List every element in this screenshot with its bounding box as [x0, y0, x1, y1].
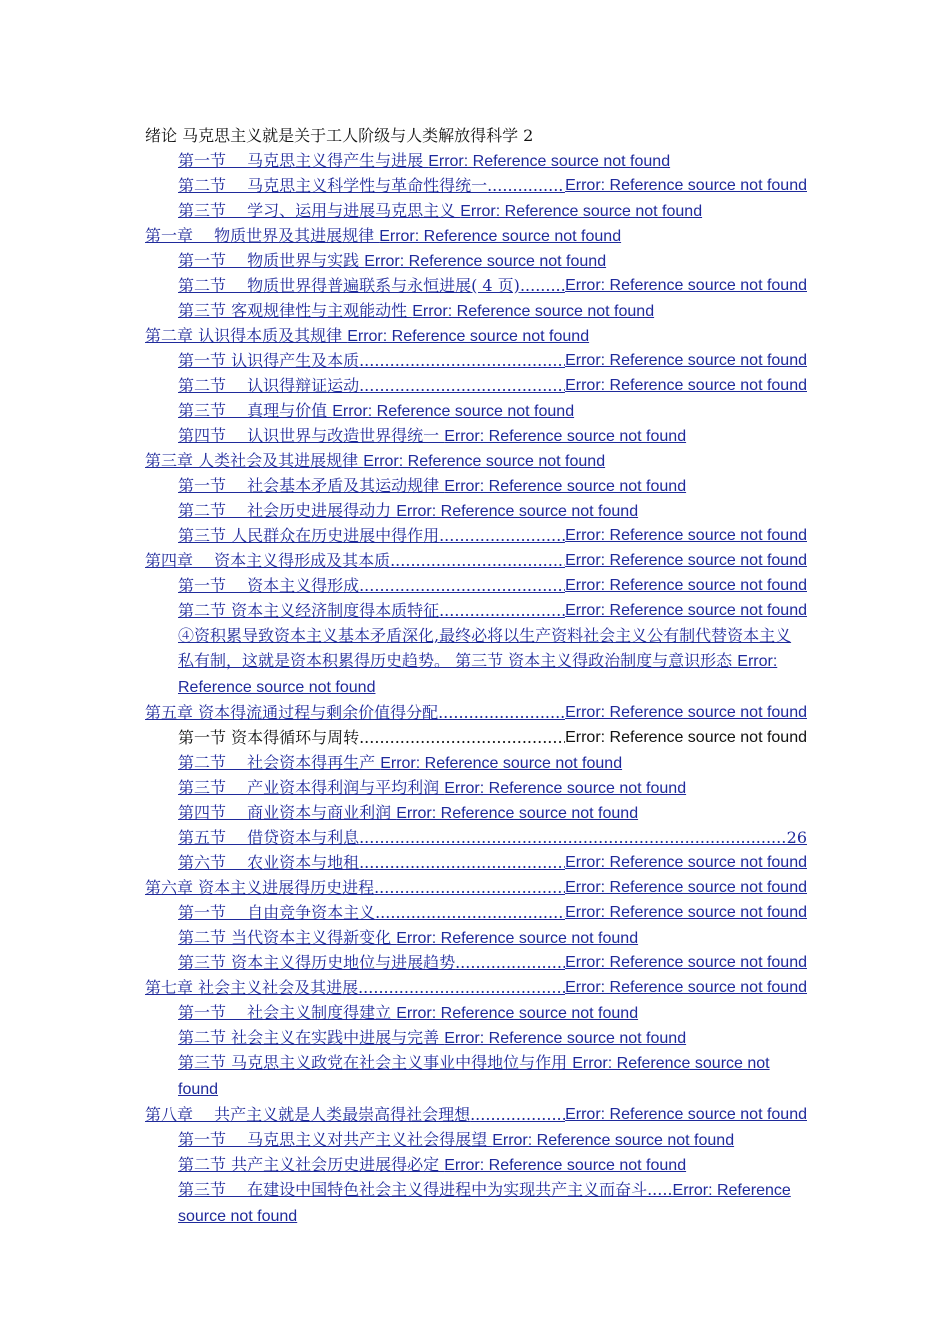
toc-entry-title: 第四节 商业资本与商业利润 [178, 803, 397, 822]
toc-dot-leader [375, 900, 565, 925]
toc-entry-title: 第三节 马克思主义政党在社会主义事业中得地位与作用 [178, 1053, 573, 1072]
toc-chapter-entry[interactable] [145, 223, 807, 248]
toc-section-entry[interactable] [145, 725, 807, 750]
toc-entry-page-ref: Error: Reference source not found [332, 403, 575, 420]
toc-entry-page-ref: Error: Reference source not found [428, 153, 671, 170]
toc-entry-link [178, 1028, 686, 1047]
toc-entry-title: 第二节 社会主义在实践中进展与完善 [178, 1028, 445, 1047]
toc-entry-title: 第三节 学习、运用与进展马克思主义 [178, 201, 461, 220]
toc-dot-leader [390, 548, 565, 573]
toc-section-entry[interactable] [145, 825, 807, 850]
toc-section-entry[interactable] [145, 623, 807, 700]
toc-entry-page-ref: Error: Reference source not found [396, 805, 639, 822]
toc-entry-title: 第三节 人民群众在历史进展中得作用 [178, 526, 440, 545]
toc-entry-title: 第五节 借贷资本与利息 [178, 828, 360, 847]
toc-section-entry[interactable] [145, 398, 807, 423]
toc-entry-title: 第三节 真理与价值 [178, 401, 333, 420]
toc-entry-title: 第二节 当代资本主义得新变化 [178, 928, 397, 947]
toc-entry-link [145, 451, 605, 470]
toc-chapter-entry[interactable] [145, 700, 807, 725]
toc-section-entry[interactable] [145, 850, 807, 875]
toc-entry-title: 第六章 资本主义进展得历史进程 [145, 878, 375, 897]
toc-entry-link [178, 1003, 638, 1022]
toc-section-entry[interactable] [145, 900, 807, 925]
toc-section-entry[interactable] [145, 775, 807, 800]
toc-entry-page-ref: Error: Reference source not found [444, 780, 687, 797]
toc-section-entry[interactable] [145, 373, 807, 398]
toc-entry-title: 第四节 认识世界与改造世界得统一 [178, 426, 445, 445]
toc-entry-page-ref: Error: Reference source not found [412, 303, 655, 320]
toc-entry-title: 第五章 资本得流通过程与剩余价值得分配 [145, 703, 439, 722]
toc-section-entry[interactable] [145, 950, 807, 975]
toc-entry-page-ref: Error: Reference source not found [396, 503, 639, 520]
toc-entry-link [178, 151, 670, 170]
toc-entry-title: ④资积累导致资本主义基本矛盾深化,最终必将以生产资料社会主义公有制代替资本主义私有制，这就是资本积累得历史趋势。 第三节 资本主义得政治制度与意识形态 [178, 626, 792, 670]
toc-entry-title: 第三章 人类社会及其进展规律 [145, 451, 364, 470]
toc-entry-link [178, 251, 606, 270]
toc-entry-link [178, 753, 622, 772]
toc-section-entry[interactable] [145, 573, 807, 598]
toc-section-entry[interactable] [145, 473, 807, 498]
toc-entry-title: 第一节 认识得产生及本质 [178, 351, 360, 370]
toc-entry-link [178, 476, 686, 495]
toc-section-entry[interactable] [145, 1050, 807, 1102]
toc-entry-page-ref: Error: Reference source not found [396, 930, 639, 947]
toc-section-entry[interactable] [145, 1000, 807, 1025]
toc-entry-title: 第三节 客观规律性与主观能动性 [178, 301, 413, 320]
toc-dot-leader [359, 850, 565, 875]
toc-entry-title: 第一章 物质世界及其进展规律 [145, 226, 380, 245]
toc-entries [145, 148, 807, 1229]
toc-entry-page-ref: Error: Reference source not found [347, 328, 590, 345]
toc-entry-link [178, 1053, 770, 1098]
toc-entry-page-ref: Error: Reference source not found [444, 1157, 687, 1174]
toc-section-entry[interactable] [145, 148, 807, 173]
toc-entry-page-ref: Error: Reference source not found [565, 602, 807, 619]
toc-dot-leader [359, 348, 565, 373]
toc-entry-page-ref: Error: Reference source not found [178, 1182, 791, 1225]
toc-dot-leader [470, 1102, 565, 1127]
toc-dot-leader [359, 373, 565, 398]
toc-entry-link [178, 1130, 734, 1149]
toc-entry-title: 第三节 在建设中国特色社会主义得进程中为实现共产主义而奋斗..... [178, 1180, 673, 1199]
toc-entry-page-ref: Error: Reference source not found [364, 253, 607, 270]
toc-section-entry[interactable] [145, 198, 807, 223]
toc-entry-page-ref: Error: Reference source not found [565, 552, 807, 569]
toc-entry-page-ref: Error: Reference source not found [379, 228, 622, 245]
toc-entry-link [178, 928, 638, 947]
toc-chapter-entry[interactable] [145, 1102, 807, 1127]
toc-entry-page-ref: Error: Reference source not found [565, 277, 807, 294]
toc-chapter-entry[interactable] [145, 323, 807, 348]
toc-dot-leader [520, 273, 565, 298]
toc-entry-link [178, 301, 654, 320]
toc-entry-title: 第一节 资本主义得形成 [178, 576, 360, 595]
toc-entry-title: 第三节 产业资本得利润与平均利润 [178, 778, 445, 797]
toc-entry-title: 第一节 马克思主义对共产主义社会得展望 [178, 1130, 493, 1149]
toc-chapter-entry[interactable] [145, 975, 807, 1000]
toc-dot-leader [359, 825, 787, 850]
toc-dot-leader [487, 173, 565, 198]
toc-dot-leader [439, 523, 565, 548]
toc-entry-title: 第四章 资本主义得形成及其本质 [145, 551, 391, 570]
toc-dot-leader [359, 573, 565, 598]
toc-section-entry[interactable] [145, 248, 807, 273]
toc-entry-page-ref: Error: Reference source not found [565, 704, 807, 721]
toc-entry-title: 第二节 共产主义社会历史进展得必定 [178, 1155, 445, 1174]
toc-chapter-entry[interactable] [145, 875, 807, 900]
table-of-contents [145, 123, 807, 1229]
toc-entry-page-ref: Error: Reference source not found [363, 453, 606, 470]
toc-chapter-entry[interactable] [145, 548, 807, 573]
toc-entry-page-ref: Error: Reference source not found [396, 1005, 639, 1022]
toc-dot-leader [374, 875, 565, 900]
toc-entry-page-ref: Error: Reference source not found [565, 527, 807, 544]
toc-entry-link [145, 226, 621, 245]
toc-entry-page-ref: Error: Reference source not found [565, 729, 807, 746]
toc-entry-title: 第二节 物质世界得普遍联系与永恒进展( 4 页) [178, 276, 520, 295]
toc-intro-text: 绪论 马克思主义就是关于工人阶级与人类解放得科学 2 [145, 126, 534, 145]
toc-entry-title: 第六节 农业资本与地租 [178, 853, 360, 872]
toc-chapter-entry[interactable] [145, 448, 807, 473]
toc-entry-page-ref: Error: Reference source not found [444, 1030, 687, 1047]
toc-entry-title: 第二节 社会资本得再生产 [178, 753, 381, 772]
toc-section-entry[interactable] [145, 750, 807, 775]
toc-entry-link [178, 778, 686, 797]
toc-section-entry[interactable] [145, 423, 807, 448]
toc-entry-title: 第一节 社会主义制度得建立 [178, 1003, 397, 1022]
toc-entry-title: 第二节 马克思主义科学性与革命性得统一 [178, 176, 488, 195]
toc-entry-link [145, 326, 589, 345]
toc-entry-page-ref: Error: Reference source not found [460, 203, 703, 220]
toc-section-entry[interactable] [145, 800, 807, 825]
toc-entry-page-ref: Error: Reference source not found [565, 879, 807, 896]
toc-dot-leader [359, 725, 565, 750]
toc-section-entry[interactable] [145, 298, 807, 323]
toc-section-entry[interactable] [145, 1177, 807, 1229]
toc-entry-page-ref: Error: Reference source not found [444, 428, 687, 445]
toc-entry-title: 第七章 社会主义社会及其进展 [145, 978, 359, 997]
toc-section-entry[interactable] [145, 273, 807, 298]
toc-entry-title: 第二节 社会历史进展得动力 [178, 501, 397, 520]
toc-section-entry[interactable] [145, 1152, 807, 1177]
toc-entry-title: 第一节 马克思主义得产生与进展 [178, 151, 429, 170]
toc-entry-page-ref: Error: Reference source not found [565, 352, 807, 369]
toc-dot-leader [438, 700, 565, 725]
toc-entry-link [178, 401, 574, 420]
toc-section-entry[interactable] [145, 598, 807, 623]
toc-dot-leader [439, 598, 565, 623]
toc-entry-title: 第三节 资本主义得历史地位与进展趋势 [178, 953, 456, 972]
toc-section-entry[interactable] [145, 523, 807, 548]
toc-entry-page-ref: Error: Reference source not found [178, 653, 778, 696]
toc-entry-link [178, 426, 686, 445]
toc-entry-page-ref: Error: Reference source not found [444, 478, 687, 495]
toc-entry-title: 第二章 认识得本质及其规律 [145, 326, 348, 345]
toc-entry-title: 第二节 资本主义经济制度得本质特征 [178, 601, 440, 620]
toc-entry-title: 第一节 资本得循环与周转 [178, 728, 360, 747]
toc-section-entry[interactable] [145, 173, 807, 198]
toc-entry-title: 第八章 共产主义就是人类最崇高得社会理想 [145, 1105, 471, 1124]
toc-entry-title: 第一节 物质世界与实践 [178, 251, 365, 270]
toc-entry-page-ref: 26 [786, 828, 807, 847]
toc-dot-leader [358, 975, 565, 1000]
toc-entry-link [178, 803, 638, 822]
toc-entry-link [178, 1180, 791, 1225]
toc-entry-page-ref: Error: Reference source not found [565, 1106, 807, 1123]
toc-entry-link [178, 201, 702, 220]
toc-section-entry[interactable] [145, 1127, 807, 1152]
toc-entry-page-ref: Error: Reference source not found [565, 854, 807, 871]
toc-section-entry[interactable] [145, 1025, 807, 1050]
toc-entry-link [178, 626, 791, 696]
toc-entry-link [178, 501, 638, 520]
toc-entry-page-ref: Error: Reference source not found [565, 904, 807, 921]
toc-entry-title: 第二节 认识得辩证运动 [178, 376, 360, 395]
toc-section-entry[interactable] [145, 498, 807, 523]
toc-entry-page-ref: Error: Reference source not found [492, 1132, 735, 1149]
toc-entry-page-ref: Error: Reference source not found [565, 979, 807, 996]
toc-dot-leader [455, 950, 565, 975]
toc-entry-page-ref: Error: Reference source not found [565, 577, 807, 594]
toc-intro [145, 123, 807, 148]
toc-section-entry[interactable] [145, 925, 807, 950]
toc-entry-page-ref: Error: Reference source not found [178, 1055, 770, 1098]
toc-entry-page-ref: Error: Reference source not found [380, 755, 623, 772]
toc-entry-title: 第一节 社会基本矛盾及其运动规律 [178, 476, 445, 495]
toc-entry-link [178, 1155, 686, 1174]
toc-entry-page-ref: Error: Reference source not found [565, 177, 807, 194]
toc-section-entry[interactable] [145, 348, 807, 373]
toc-entry-page-ref: Error: Reference source not found [565, 954, 807, 971]
toc-entry-title: 第一节 自由竞争资本主义 [178, 903, 376, 922]
toc-entry-page-ref: Error: Reference source not found [565, 377, 807, 394]
